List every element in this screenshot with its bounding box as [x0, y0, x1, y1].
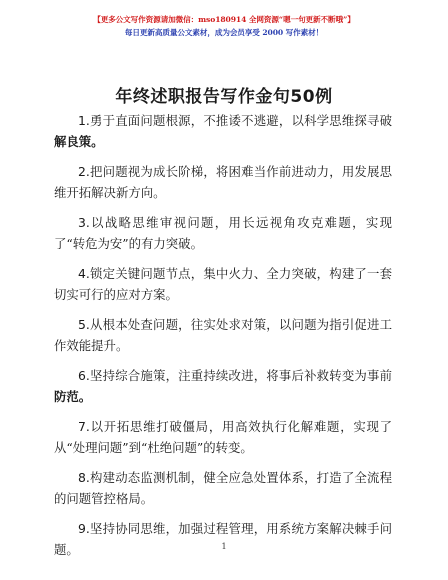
promo-banner-line-2: 每日更新高质量公文素材，成为会员享受 2000 写作素材！ — [124, 28, 324, 37]
sentence-list — [54, 110, 392, 569]
promo-banner — [0, 13, 448, 39]
list-item: 1.勇于直面问题根源，不推诿不逃避，以科学思维探寻破解良策。 — [54, 113, 392, 149]
list-item: 3.以战略思维审视问题，用长远视角攻克难题，实现了“转危为安”的有力突破。 — [54, 215, 392, 251]
list-item: 7.以开拓思维打破僵局，用高效执行化解难题，实现了从“处理问题”到“杜绝问题”的转变。 — [54, 419, 392, 455]
list-item: 5.从根本处查问题，往实处求对策，以问题为指引促进工作效能提升。 — [54, 317, 392, 353]
list-item: 9.坚持协同思维，加强过程管理，用系统方案解决棘手问题。 — [54, 521, 392, 557]
list-item: 4.锁定关键问题节点，集中火力、全力突破，构建了一套切实可行的应对方案。 — [54, 266, 392, 302]
list-item: 2.把问题视为成长阶梯，将困难当作前进动力，用发展思维开拓解决新方向。 — [54, 164, 392, 200]
list-item: 6.坚持综合施策，注重持续改进，将事后补救转变为事前防范。 — [54, 368, 392, 404]
document-title: 年终述职报告写作金句50例 — [115, 87, 333, 107]
promo-banner-line-1: 【更多公文写作资源请加微信：mso180914 全网资源“嗯一句更新不断哦”】 — [93, 15, 355, 24]
list-item: 8.构建动态监测机制，健全应急处置体系，打造了全流程的问题管控格局。 — [54, 470, 392, 506]
page-number: 1 — [221, 542, 227, 551]
